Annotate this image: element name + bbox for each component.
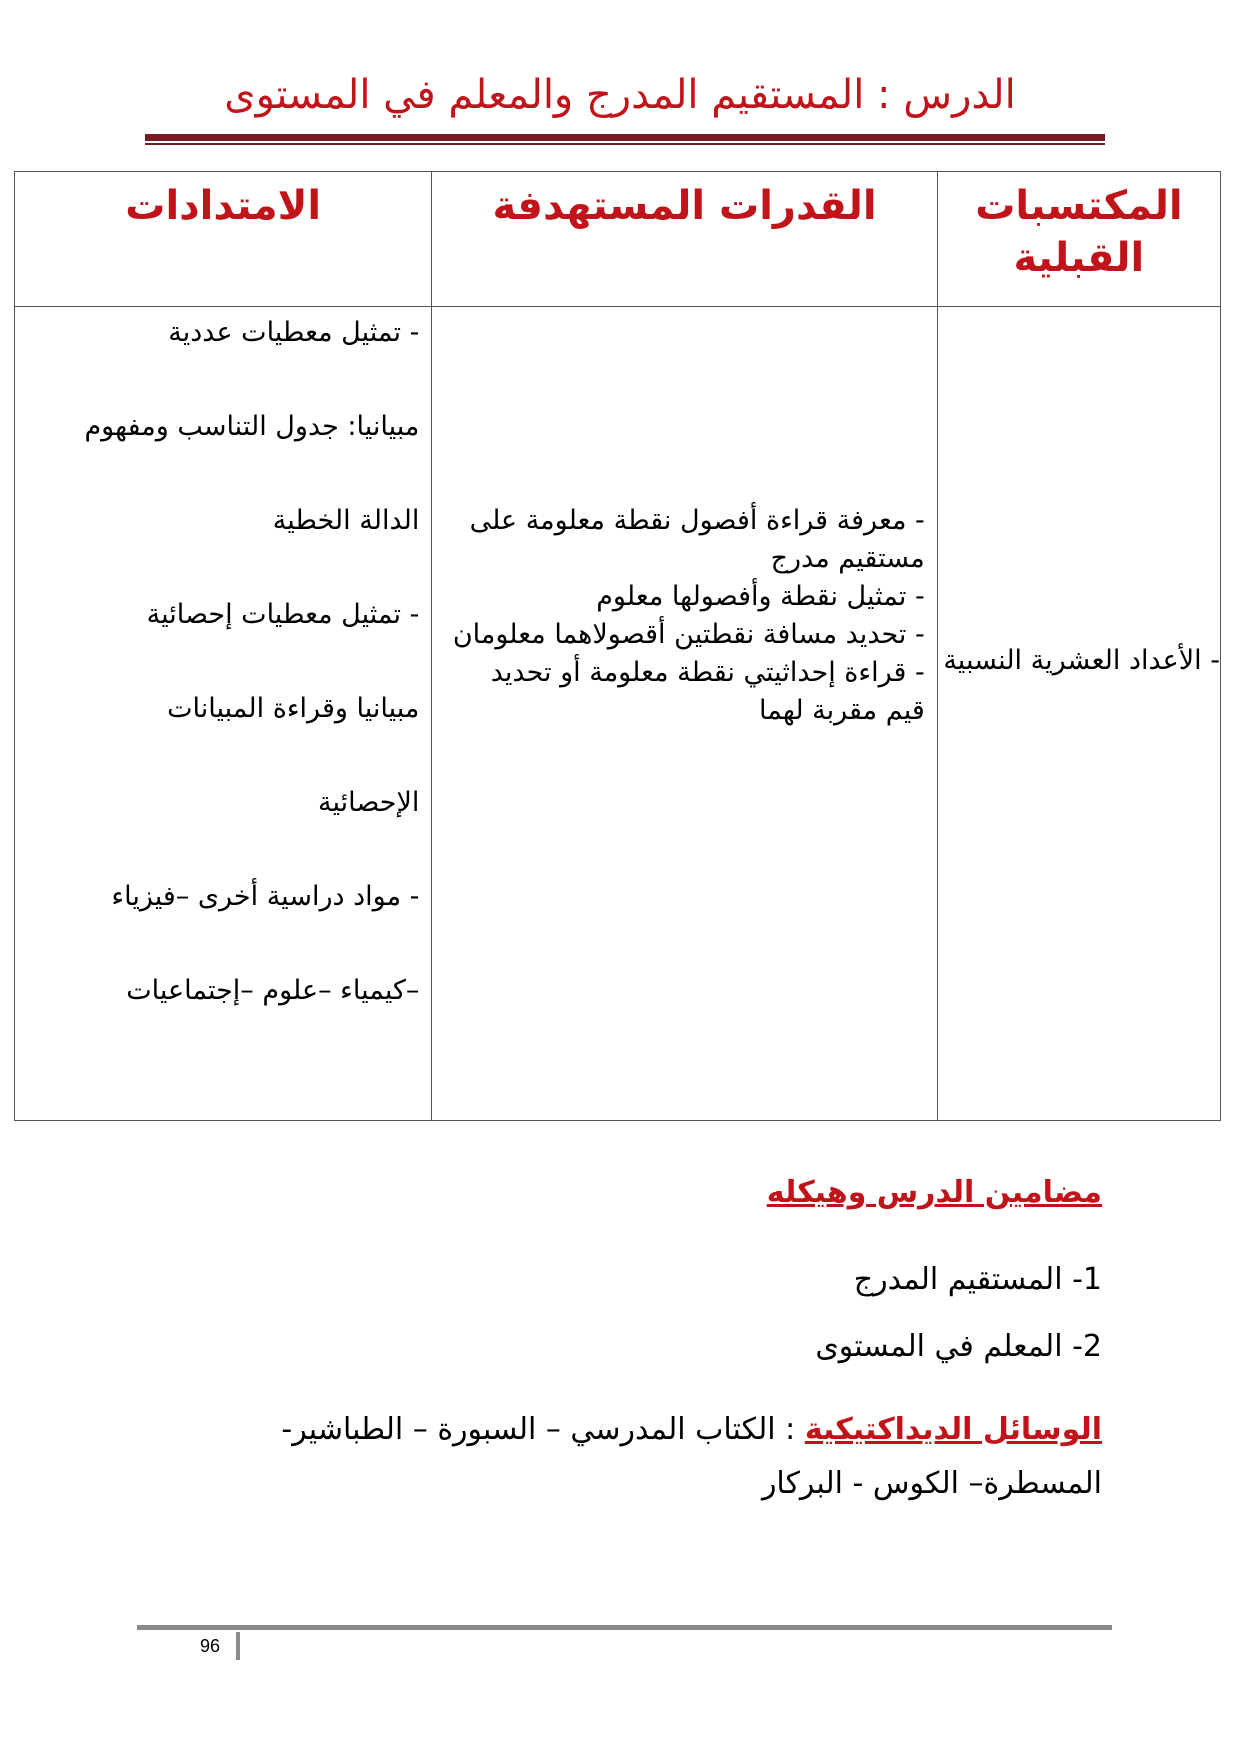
header-target-abilities: القدرات المستهدفة	[432, 172, 937, 307]
lesson-objectives-table	[14, 171, 1221, 1121]
prior-item: - الأعداد العشرية النسبية	[943, 645, 1220, 676]
teaching-tools-separator: :	[775, 1412, 805, 1447]
prior-knowledge-cell	[937, 307, 1220, 1121]
title-divider-thin	[145, 143, 1105, 145]
table-row	[15, 307, 1221, 1121]
extension-line: - مواد دراسية أخرى –فيزياء	[111, 881, 420, 912]
extension-line: مبيانيا وقراءة المبيانات	[167, 693, 420, 724]
plan-item-1: 1- المستقيم المدرج	[853, 1262, 1102, 1297]
title-divider	[145, 134, 1105, 141]
target-item: - تحديد مسافة نقطتين أقصولاهما معلومان	[452, 619, 925, 650]
extension-line: - تمثيل معطيات عددية	[168, 317, 420, 348]
extension-line: الدالة الخطية	[272, 505, 420, 536]
table-header-row	[15, 172, 1221, 307]
teaching-tools-list: الكتاب المدرسي – السبورة – الطباشير- المسطرة– الكوس - البركار	[281, 1412, 1102, 1501]
teaching-tools	[202, 1403, 1102, 1511]
extensions-cell	[15, 307, 432, 1121]
target-item: - تمثيل نقطة وأفصولها معلوم	[596, 581, 925, 612]
lesson-title: الدرس : المستقيم المدرج والمعلم في المستوى	[224, 72, 1016, 118]
header-extensions: الامتدادات	[15, 172, 432, 307]
extension-line: مبيانيا: جدول التناسب ومفهوم	[84, 411, 420, 442]
target-item: - قراءة إحداثيتي نقطة معلومة أو تحديد قيم مقربة لهما	[490, 657, 925, 726]
extension-line: –كيمياء –علوم –إجتماعيات	[126, 975, 420, 1006]
page-number: 96	[200, 1636, 221, 1656]
teaching-tools-label: الوسائل الديداكتيكية	[804, 1412, 1102, 1447]
contents-heading: مضامين الدرس وهيكله	[766, 1175, 1102, 1210]
footer-divider	[137, 1625, 1112, 1630]
target-abilities-cell	[432, 307, 937, 1121]
target-item: - معرفة قراءة أفصول نقطة معلومة على مستقيم مدرج	[469, 505, 925, 574]
extension-line: - تمثيل معطيات إحصائية	[146, 599, 420, 630]
plan-item-2: 2- المعلم في المستوى	[815, 1329, 1102, 1364]
footer-tick	[236, 1632, 240, 1660]
header-prior-knowledge: المكتسبات القبلية	[937, 172, 1220, 307]
extension-line: الإحصائية	[317, 787, 420, 818]
